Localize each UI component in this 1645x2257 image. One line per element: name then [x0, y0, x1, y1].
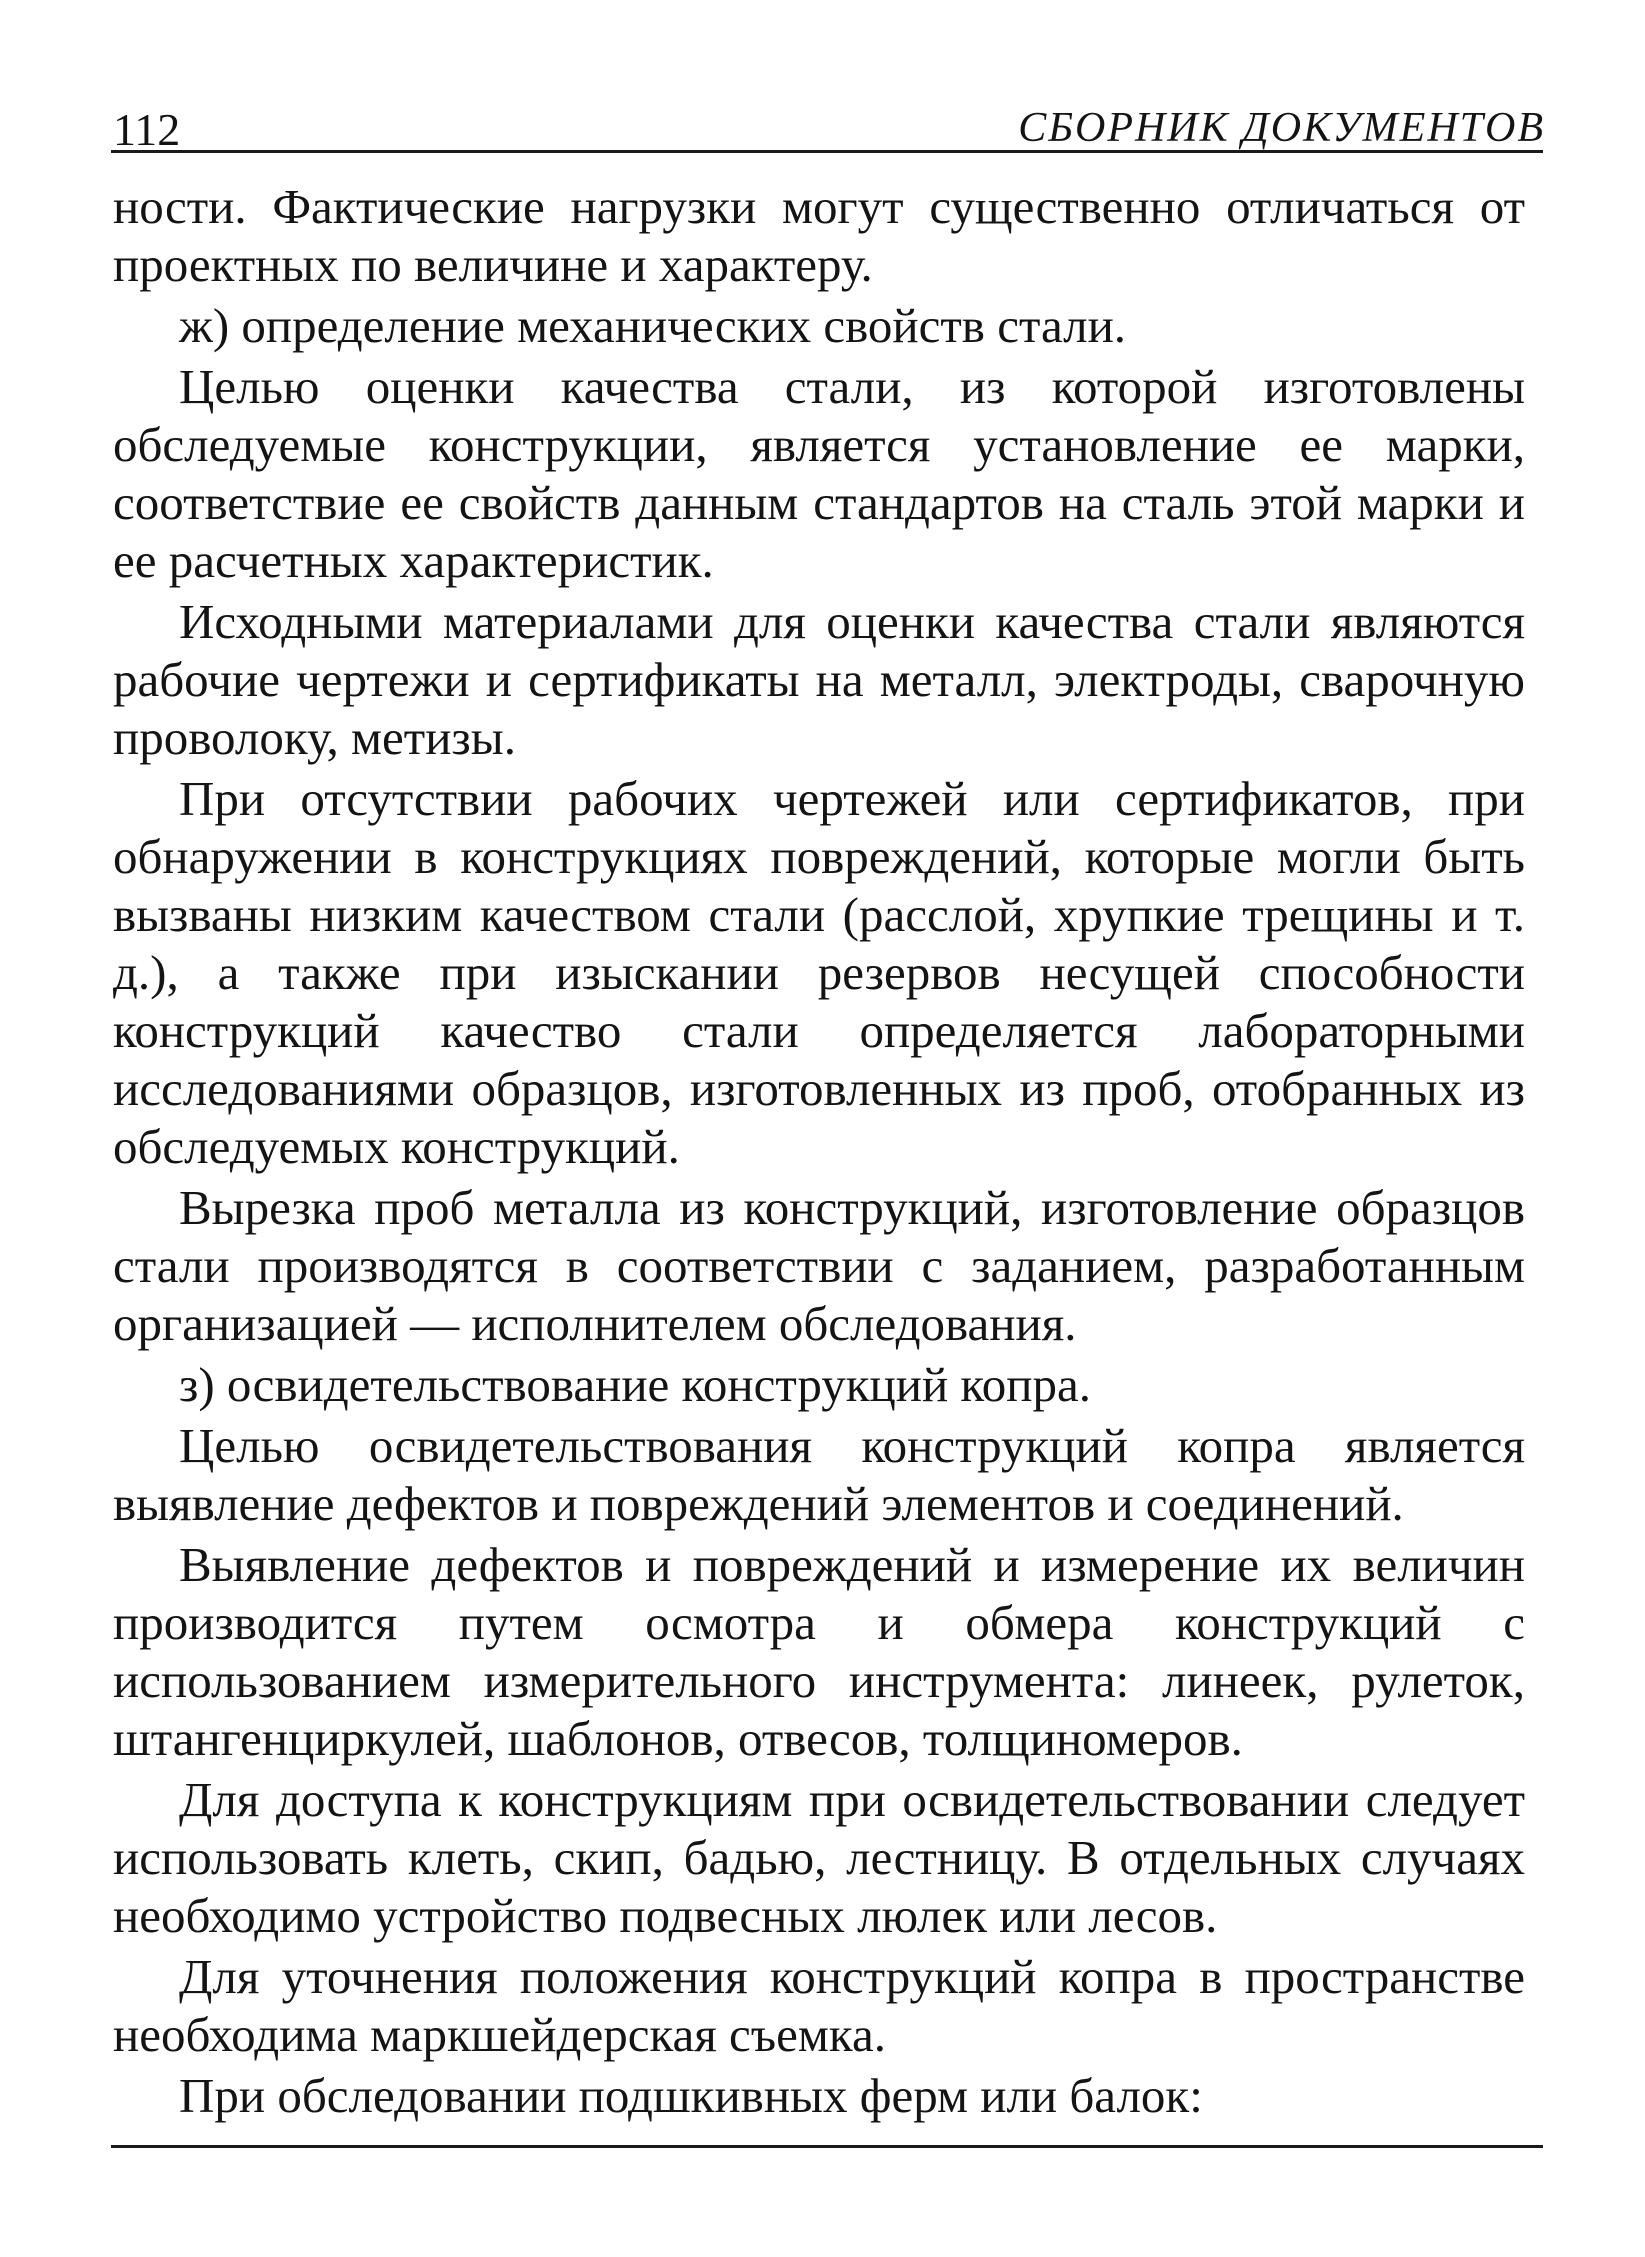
footer-rule [111, 2145, 1543, 2148]
paragraph: Исходными материалами для оценки качества стали являются рабочие чертежи и сертификаты на металл, электроды, сварочную проволоку, метизы. [113, 594, 1525, 765]
paragraph: з) освидетельствование конструкций копра. [179, 1357, 1091, 1412]
paragraph: При отсутствии рабочих чертежей или сертификатов, при обнаружении в конструкциях повреждений, которые могли быть вызваны низким качеством стали (расслой, хрупкие трещины и т. д.), а также при изыскании резервов несущей способности конструкций качество стали определяется лабораторными исследованиями образцов, изготовленных из проб, отобранных из обследуемых конструкций. [113, 771, 1525, 1174]
paragraph: ж) определение механических свойств стали. [179, 298, 1127, 353]
paragraph: Выявление дефектов и повреждений и измерение их величин производится путем осмотра и обмера конструкций с использованием измерительного инструмента: линеек, рулеток, штангенциркулей, шаблонов, отвесов, толщиномеров. [113, 1537, 1525, 1766]
paragraph: При обследовании подшкивных ферм или балок: [179, 2068, 1203, 2123]
paragraph: Вырезка проб металла из конструкций, изготовление образцов стали производятся в соответствии с заданием, разработанным организацией — исполнителем обследования. [113, 1180, 1525, 1351]
paragraph: Целью освидетельствования конструкций копра является выявление дефектов и повреждений элементов и соединений. [113, 1418, 1525, 1531]
paragraph: ности. Фактические нагрузки могут существенно отличаться от проектных по величине и характеру. [113, 179, 1525, 292]
paragraph: Для уточнения положения конструкций копра в пространстве необходима маркшейдерская съемка. [113, 1949, 1525, 2062]
paragraph: Для доступа к конструкциям при освидетельствовании следует использовать клеть, скип, бадью, лестницу. В отдельных случаях необходимо устройство подвесных люлек или лесов. [113, 1772, 1525, 1943]
paragraph: Целью оценки качества стали, из которой изготовлены обследуемые конструкции, является установление ее марки, соответствие ее свойств данным стандартов на сталь этой марки и ее расчетных характеристик. [113, 359, 1525, 588]
running-head: СБОРНИК ДОКУМЕНТОВ [1018, 105, 1545, 151]
header-rule [111, 150, 1543, 153]
page-number: 112 [113, 104, 181, 155]
body-text [113, 178, 1525, 2128]
